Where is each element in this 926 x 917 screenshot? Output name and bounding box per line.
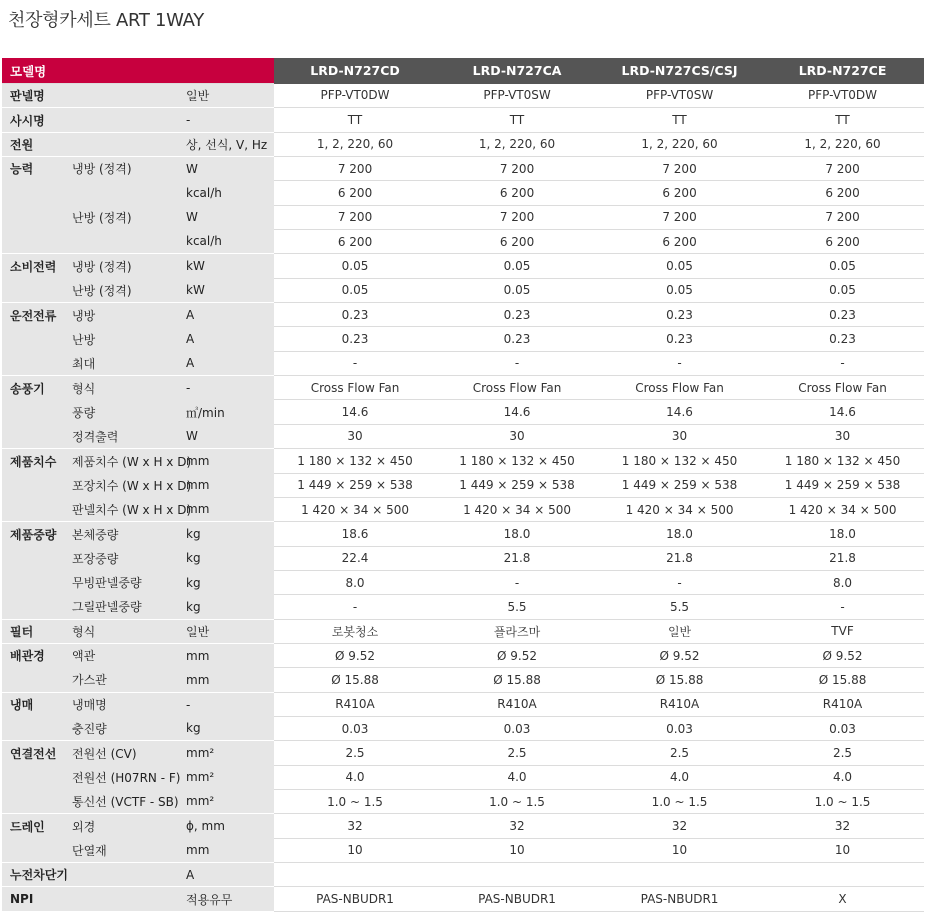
value-cell: 0.23 [761, 327, 924, 351]
table-row [2, 473, 924, 497]
value-cell: 18.6 [274, 522, 436, 546]
value-cell: 14.6 [274, 400, 436, 424]
row-category [2, 765, 64, 789]
row-subcategory: 난방 [64, 327, 178, 351]
row-unit: mm² [178, 765, 274, 789]
value-cell: Cross Flow Fan [598, 376, 761, 400]
table-row [2, 643, 924, 667]
model-header: LRD-N727CE [761, 58, 924, 84]
value-cell: 0.05 [598, 254, 761, 278]
value-cell: 1, 2, 220, 60 [598, 132, 761, 156]
value-cell: 1 420 × 34 × 500 [761, 497, 924, 521]
table-row [2, 132, 924, 156]
table-row [2, 376, 924, 400]
value-cell: 0.23 [598, 303, 761, 327]
value-cell: 4.0 [761, 765, 924, 789]
row-unit: 일반 [178, 84, 274, 108]
row-subcategory: 냉방 [64, 303, 178, 327]
row-unit: A [178, 863, 274, 887]
row-unit: kg [178, 522, 274, 546]
row-subcategory: 정격출력 [64, 424, 178, 448]
value-cell: - [761, 595, 924, 619]
value-cell: 32 [598, 814, 761, 838]
row-category [2, 546, 64, 570]
value-cell: R410A [761, 692, 924, 716]
row-unit: ㎥/min [178, 400, 274, 424]
table-row [2, 327, 924, 351]
value-cell: PAS-NBUDR1 [598, 887, 761, 911]
value-cell: 1 449 × 259 × 538 [274, 473, 436, 497]
value-cell: TT [274, 108, 436, 132]
row-subcategory [64, 84, 178, 108]
value-cell: 7 200 [436, 157, 598, 181]
row-unit: W [178, 205, 274, 229]
table-row [2, 692, 924, 716]
table-row [2, 303, 924, 327]
value-cell: TT [436, 108, 598, 132]
value-cell: 30 [761, 424, 924, 448]
row-unit: 적용유무 [178, 887, 274, 911]
row-category [2, 595, 64, 619]
table-row [2, 449, 924, 473]
row-subcategory: 최대 [64, 351, 178, 375]
row-unit: W [178, 424, 274, 448]
table-row [2, 278, 924, 302]
value-cell: - [436, 570, 598, 594]
row-category [2, 473, 64, 497]
value-cell: 14.6 [436, 400, 598, 424]
value-cell: 7 200 [598, 205, 761, 229]
table-row [2, 765, 924, 789]
table-row [2, 497, 924, 521]
value-cell: 0.23 [598, 327, 761, 351]
value-cell: 로봇청소 [274, 619, 436, 643]
value-cell: 14.6 [598, 400, 761, 424]
value-cell: 1 449 × 259 × 538 [761, 473, 924, 497]
value-cell: 0.23 [274, 303, 436, 327]
row-category: 제품중량 [2, 522, 64, 546]
row-subcategory: 충진량 [64, 716, 178, 740]
row-category [2, 838, 64, 862]
value-cell: 2.5 [598, 741, 761, 765]
table-row [2, 84, 924, 108]
value-cell: Ø 15.88 [274, 668, 436, 692]
row-subcategory: 액관 [64, 643, 178, 667]
value-cell: 1.0 ~ 1.5 [598, 789, 761, 813]
value-cell: 6 200 [761, 230, 924, 254]
value-cell: 1 449 × 259 × 538 [436, 473, 598, 497]
row-category [2, 497, 64, 521]
table-row [2, 619, 924, 643]
value-cell: PFP-VT0DW [274, 84, 436, 108]
row-category [2, 327, 64, 351]
value-cell: 6 200 [274, 181, 436, 205]
row-category: 전원 [2, 132, 64, 156]
value-cell: 6 200 [598, 230, 761, 254]
row-category [2, 400, 64, 424]
value-cell: 일반 [598, 619, 761, 643]
table-row [2, 254, 924, 278]
value-cell: Cross Flow Fan [436, 376, 598, 400]
row-subcategory: 그릴판넬중량 [64, 595, 178, 619]
row-unit: kg [178, 546, 274, 570]
value-cell: R410A [598, 692, 761, 716]
value-cell: 7 200 [436, 205, 598, 229]
table-header-row [2, 58, 924, 84]
value-cell: 32 [274, 814, 436, 838]
value-cell: 18.0 [761, 522, 924, 546]
value-cell: TT [598, 108, 761, 132]
value-cell: 18.0 [436, 522, 598, 546]
row-category [2, 351, 64, 375]
row-subcategory: 전원선 (H07RN - F) [64, 765, 178, 789]
value-cell: 7 200 [598, 157, 761, 181]
row-unit: mm² [178, 789, 274, 813]
row-subcategory: 포장치수 (W x H x D) [64, 473, 178, 497]
row-unit: kcal/h [178, 230, 274, 254]
value-cell: 2.5 [274, 741, 436, 765]
value-cell: 8.0 [761, 570, 924, 594]
value-cell: 7 200 [761, 205, 924, 229]
table-row [2, 205, 924, 229]
row-subcategory: 냉방 (정격) [64, 157, 178, 181]
row-category: 송풍기 [2, 376, 64, 400]
table-row [2, 789, 924, 813]
value-cell: 1 420 × 34 × 500 [598, 497, 761, 521]
value-cell: 6 200 [761, 181, 924, 205]
row-category [2, 278, 64, 302]
row-category: NPI [2, 887, 64, 911]
value-cell: 32 [761, 814, 924, 838]
value-cell: 0.03 [761, 716, 924, 740]
row-unit: ϕ, mm [178, 814, 274, 838]
value-cell: 1 180 × 132 × 450 [598, 449, 761, 473]
table-row [2, 400, 924, 424]
table-row [2, 424, 924, 448]
row-unit: mm [178, 668, 274, 692]
value-cell: - [598, 351, 761, 375]
value-cell: PFP-VT0SW [436, 84, 598, 108]
value-cell: 22.4 [274, 546, 436, 570]
table-row [2, 595, 924, 619]
value-cell: 0.05 [274, 278, 436, 302]
value-cell: 0.03 [436, 716, 598, 740]
row-category: 필터 [2, 619, 64, 643]
row-unit: mm [178, 449, 274, 473]
table-row [2, 814, 924, 838]
row-subcategory: 난방 (정격) [64, 278, 178, 302]
value-cell: 14.6 [761, 400, 924, 424]
value-cell [274, 863, 436, 887]
value-cell: 4.0 [436, 765, 598, 789]
table-row [2, 716, 924, 740]
value-cell: Ø 9.52 [598, 643, 761, 667]
value-cell: 21.8 [761, 546, 924, 570]
model-header: LRD-N727CD [274, 58, 436, 84]
value-cell: 1 420 × 34 × 500 [274, 497, 436, 521]
row-subcategory [64, 863, 178, 887]
value-cell: R410A [436, 692, 598, 716]
value-cell: 0.03 [274, 716, 436, 740]
value-cell: 8.0 [274, 570, 436, 594]
value-cell: 7 200 [274, 205, 436, 229]
row-unit: W [178, 157, 274, 181]
value-cell: Ø 9.52 [761, 643, 924, 667]
row-category [2, 668, 64, 692]
value-cell: 6 200 [436, 181, 598, 205]
value-cell [761, 863, 924, 887]
value-cell: 0.03 [598, 716, 761, 740]
value-cell: 5.5 [436, 595, 598, 619]
row-category [2, 205, 64, 229]
value-cell: 10 [274, 838, 436, 862]
row-subcategory [64, 230, 178, 254]
value-cell: 1.0 ~ 1.5 [274, 789, 436, 813]
row-subcategory: 난방 (정격) [64, 205, 178, 229]
value-cell: Cross Flow Fan [761, 376, 924, 400]
row-subcategory: 무빙판넬중량 [64, 570, 178, 594]
value-cell: 5.5 [598, 595, 761, 619]
value-cell: PAS-NBUDR1 [274, 887, 436, 911]
table-row [2, 668, 924, 692]
row-unit: - [178, 108, 274, 132]
row-unit: mm [178, 497, 274, 521]
row-subcategory: 본체중량 [64, 522, 178, 546]
row-subcategory: 냉방 (정격) [64, 254, 178, 278]
value-cell: 10 [598, 838, 761, 862]
value-cell: 0.05 [436, 254, 598, 278]
row-unit: mm² [178, 741, 274, 765]
value-cell: 1, 2, 220, 60 [274, 132, 436, 156]
table-row [2, 351, 924, 375]
value-cell: 0.23 [274, 327, 436, 351]
value-cell: - [761, 351, 924, 375]
value-cell: 플라즈마 [436, 619, 598, 643]
row-category: 연결전선 [2, 741, 64, 765]
value-cell: 30 [598, 424, 761, 448]
value-cell: Ø 9.52 [274, 643, 436, 667]
value-cell: 4.0 [274, 765, 436, 789]
value-cell: 10 [436, 838, 598, 862]
row-category: 소비전력 [2, 254, 64, 278]
value-cell: 30 [436, 424, 598, 448]
value-cell: 7 200 [761, 157, 924, 181]
value-cell: 30 [274, 424, 436, 448]
value-cell: 1 180 × 132 × 450 [436, 449, 598, 473]
value-cell: Ø 15.88 [761, 668, 924, 692]
value-cell: - [274, 351, 436, 375]
value-cell: 18.0 [598, 522, 761, 546]
row-category: 드레인 [2, 814, 64, 838]
value-cell: 7 200 [274, 157, 436, 181]
table-row [2, 741, 924, 765]
value-cell: TT [761, 108, 924, 132]
row-unit: - [178, 692, 274, 716]
value-cell: 32 [436, 814, 598, 838]
value-cell: - [436, 351, 598, 375]
row-unit: kcal/h [178, 181, 274, 205]
value-cell: TVF [761, 619, 924, 643]
value-cell: 1 180 × 132 × 450 [761, 449, 924, 473]
row-category: 사시명 [2, 108, 64, 132]
row-unit: mm [178, 838, 274, 862]
spec-table [2, 58, 924, 912]
value-cell: 6 200 [274, 230, 436, 254]
row-unit: A [178, 303, 274, 327]
row-unit: 상, 선식, V, Hz [178, 132, 274, 156]
row-unit: kg [178, 570, 274, 594]
value-cell: 0.05 [761, 254, 924, 278]
row-category: 누전차단기 [2, 863, 64, 887]
row-subcategory: 단열재 [64, 838, 178, 862]
model-header: LRD-N727CA [436, 58, 598, 84]
model-header: LRD-N727CS/CSJ [598, 58, 761, 84]
row-category: 제품치수 [2, 449, 64, 473]
value-cell: 10 [761, 838, 924, 862]
row-unit: kW [178, 278, 274, 302]
value-cell: 1 420 × 34 × 500 [436, 497, 598, 521]
value-cell: 2.5 [436, 741, 598, 765]
row-category [2, 230, 64, 254]
row-subcategory: 전원선 (CV) [64, 741, 178, 765]
value-cell [436, 863, 598, 887]
table-row [2, 887, 924, 911]
row-category: 배관경 [2, 643, 64, 667]
value-cell: 1 449 × 259 × 538 [598, 473, 761, 497]
row-category [2, 789, 64, 813]
page-title: 천장형카세트 ART 1WAY [8, 10, 204, 31]
table-row [2, 863, 924, 887]
row-unit: kg [178, 716, 274, 740]
row-subcategory: 가스관 [64, 668, 178, 692]
row-category: 운전전류 [2, 303, 64, 327]
table-row [2, 230, 924, 254]
value-cell: 21.8 [436, 546, 598, 570]
value-cell: R410A [274, 692, 436, 716]
table-row [2, 181, 924, 205]
value-cell: - [598, 570, 761, 594]
row-subcategory: 형식 [64, 619, 178, 643]
row-unit: mm [178, 473, 274, 497]
value-cell: Ø 15.88 [436, 668, 598, 692]
value-cell: 0.05 [761, 278, 924, 302]
row-category [2, 424, 64, 448]
row-subcategory: 판넬치수 (W x H x D) [64, 497, 178, 521]
row-subcategory: 통신선 (VCTF - SB) [64, 789, 178, 813]
value-cell: 2.5 [761, 741, 924, 765]
table-row [2, 522, 924, 546]
row-subcategory [64, 887, 178, 911]
row-category: 판넬명 [2, 84, 64, 108]
table-row [2, 108, 924, 132]
value-cell: X [761, 887, 924, 911]
value-cell: PFP-VT0DW [761, 84, 924, 108]
row-category: 냉매 [2, 692, 64, 716]
value-cell: Ø 9.52 [436, 643, 598, 667]
row-unit: A [178, 327, 274, 351]
value-cell: 1 180 × 132 × 450 [274, 449, 436, 473]
table-row [2, 546, 924, 570]
value-cell: 0.23 [761, 303, 924, 327]
value-cell: PAS-NBUDR1 [436, 887, 598, 911]
row-subcategory: 형식 [64, 376, 178, 400]
value-cell: 4.0 [598, 765, 761, 789]
model-label: 모델명 [2, 58, 274, 84]
row-category [2, 181, 64, 205]
value-cell [598, 863, 761, 887]
table-row [2, 570, 924, 594]
value-cell: Cross Flow Fan [274, 376, 436, 400]
row-unit: mm [178, 643, 274, 667]
value-cell: PFP-VT0SW [598, 84, 761, 108]
table-row [2, 838, 924, 862]
row-category [2, 716, 64, 740]
row-subcategory [64, 181, 178, 205]
value-cell: Ø 15.88 [598, 668, 761, 692]
value-cell: 0.05 [436, 278, 598, 302]
value-cell: 21.8 [598, 546, 761, 570]
value-cell: 1, 2, 220, 60 [436, 132, 598, 156]
value-cell: - [274, 595, 436, 619]
value-cell: 0.23 [436, 327, 598, 351]
row-unit: kg [178, 595, 274, 619]
row-subcategory [64, 108, 178, 132]
row-unit: - [178, 376, 274, 400]
row-subcategory: 외경 [64, 814, 178, 838]
value-cell: 1.0 ~ 1.5 [436, 789, 598, 813]
row-subcategory [64, 132, 178, 156]
row-subcategory: 포장중량 [64, 546, 178, 570]
row-unit: A [178, 351, 274, 375]
value-cell: 1, 2, 220, 60 [761, 132, 924, 156]
row-unit: kW [178, 254, 274, 278]
value-cell: 1.0 ~ 1.5 [761, 789, 924, 813]
row-subcategory: 제품치수 (W x H x D) [64, 449, 178, 473]
row-subcategory: 냉매명 [64, 692, 178, 716]
row-category [2, 570, 64, 594]
value-cell: 6 200 [598, 181, 761, 205]
value-cell: 0.05 [598, 278, 761, 302]
row-unit: 일반 [178, 619, 274, 643]
row-subcategory: 풍량 [64, 400, 178, 424]
value-cell: 0.05 [274, 254, 436, 278]
row-category: 능력 [2, 157, 64, 181]
value-cell: 6 200 [436, 230, 598, 254]
table-row [2, 157, 924, 181]
value-cell: 0.23 [436, 303, 598, 327]
